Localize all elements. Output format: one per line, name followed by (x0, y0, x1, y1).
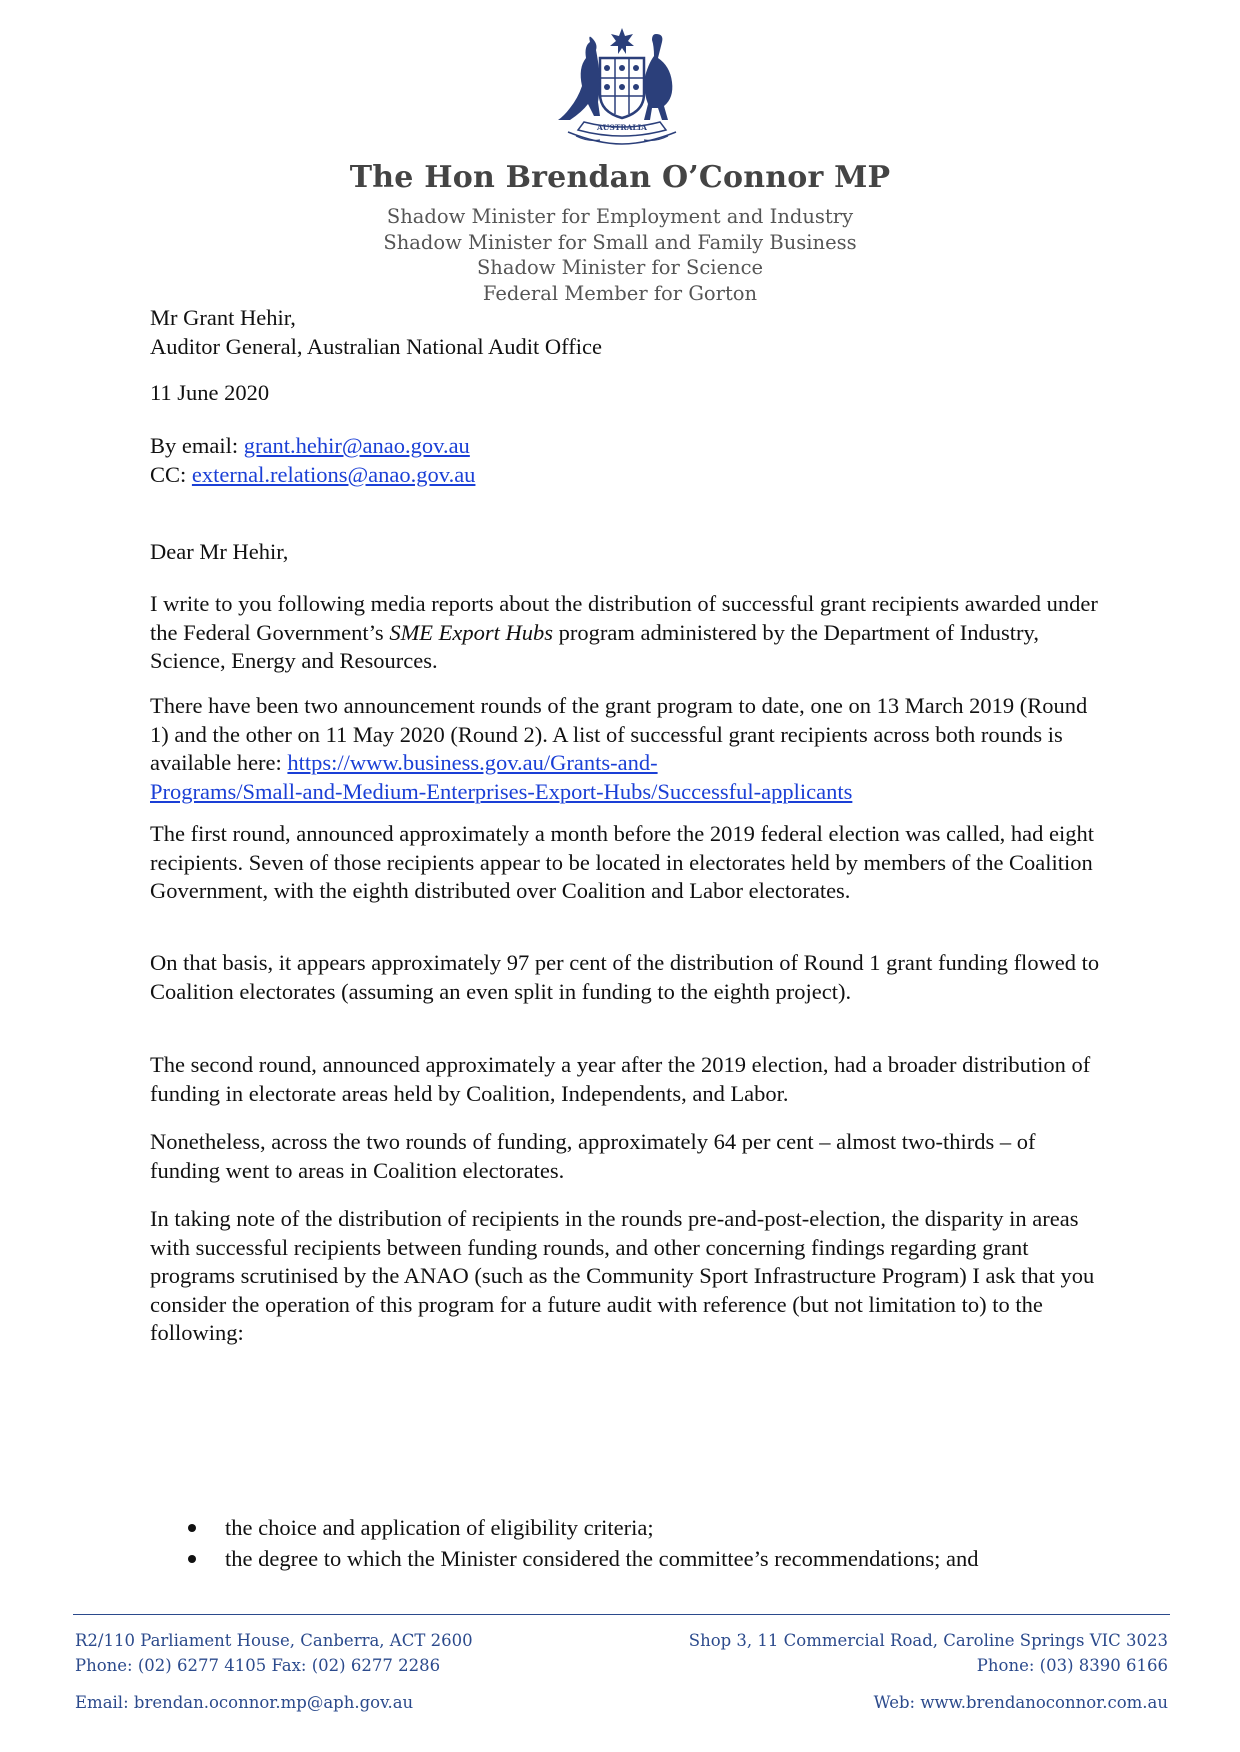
coat-of-arms-crest (548, 24, 696, 148)
footer-electorate-office (689, 1628, 1168, 1678)
audit-criteria-list (150, 1512, 1100, 1574)
footer-email[interactable]: Email: brendan.oconnor.mp@aph.gov.au (75, 1693, 414, 1712)
sender-role: Shadow Minister for Science (476, 256, 764, 279)
cc-link[interactable]: external.relations@anao.gov.au (191, 461, 476, 487)
paragraph-5 (150, 1051, 1100, 1108)
footer-address: R2/110 Parliament House, Canberra, ACT 2600 (75, 1631, 473, 1650)
paragraph-3 (150, 820, 1100, 906)
footer-divider (73, 1614, 1170, 1615)
date-text: 11 June 2020 (150, 380, 270, 405)
p2-text: There have been two announcement rounds of the grant program to date, one on 13 March 2019 (Round 1) and the other on 11 May 2020 (Round 2). A list of successful grant recipients across both rounds is available here: (150, 693, 1088, 776)
list-item-text: the choice and application of eligibility criteria; (225, 1515, 654, 1540)
letter-date (150, 379, 1100, 408)
list-item-text: the degree to which the Minister considered the committee’s recommendations; and (225, 1546, 979, 1571)
sender-roles (0, 204, 1240, 306)
bullet-icon (188, 1555, 196, 1563)
footer-phone: Phone: (03) 8390 6166 (976, 1656, 1168, 1675)
addressee-title: Auditor General, Australian National Audit Office (150, 333, 602, 359)
sender-role: Federal Member for Gorton (482, 281, 758, 305)
list-item (150, 1543, 1100, 1574)
p4-text: On that basis, it appears approximately 97 per cent of the distribution of Round 1 grant funding flowed to Coalition electorates (assuming an even split in funding to the eighth project). (150, 950, 1100, 1004)
sender-role: Shadow Minister for Employment and Industry (386, 205, 854, 228)
email-label: By email: (150, 433, 244, 458)
contacts-block (150, 432, 1100, 489)
addressee-name: Mr Grant Hehir, (150, 305, 296, 330)
paragraph-6 (150, 1128, 1100, 1185)
p1-text-a: I write to you following media reports about the distribution of successful grant recipients awarded under the Federal Government’s (150, 591, 1098, 645)
successful-applicants-link-cont[interactable]: Programs/Small-and-Medium-Enterprises-Export-Hubs/Successful-applicants (150, 778, 853, 804)
footer-address: Shop 3, 11 Commercial Road, Caroline Springs VIC 3023 (688, 1631, 1168, 1650)
kangaroo-icon (558, 37, 600, 120)
paragraph-1 (150, 590, 1100, 676)
cc-line (150, 461, 1100, 490)
paragraph-4 (150, 949, 1100, 1006)
cc-label: CC: (150, 461, 192, 487)
paragraph-2 (150, 692, 1100, 806)
addressee-block (150, 304, 1100, 361)
list-item (150, 1512, 1100, 1543)
bullet-icon (188, 1524, 196, 1532)
paragraph-7 (150, 1205, 1100, 1348)
email-link[interactable]: grant.hehir@anao.gov.au (243, 433, 470, 458)
email-line (150, 432, 1100, 461)
footer-phone: Phone: (02) 6277 4105 Fax: (02) 6277 2286 (75, 1656, 441, 1675)
sender-name: The Hon Brendan O’Connor MP (349, 160, 891, 195)
sender-role: Shadow Minister for Small and Family Business (383, 230, 857, 254)
emu-icon (644, 34, 672, 120)
crest-label: AUSTRALIA (596, 123, 648, 132)
footer-canberra-office (75, 1628, 473, 1678)
p7-text: In taking note of the distribution of recipients in the rounds pre-and-post-election, the disparity in areas with successful recipients between funding rounds, and other concerning findings regarding grant programs scrutinised by the ANAO (such as the Community Sport Infrastructure Program) I ask that you consider the operation of this program for a future audit with reference (but not limitation to) to the following: (150, 1206, 1095, 1346)
p6-text: Nonetheless, across the two rounds of funding, approximately 64 per cent – almost two-thirds – of funding went to areas in Coalition electorates. (150, 1129, 1036, 1183)
federation-star-icon (610, 28, 634, 54)
p3-text: The first round, announced approximately a month before the 2019 federal election was called, had eight recipients. Seven of those recipients appear to be located in electorates held by members of the Coalition Government, with the eighth distributed over Coalition and Labor electorates. (150, 821, 1095, 904)
salutation (150, 538, 1100, 567)
p1-text-b: program administered by the Department of Industry, Science, Energy and Resources. (150, 619, 1039, 674)
successful-applicants-link[interactable]: https://www.business.gov.au/Grants-and- (287, 750, 658, 776)
footer-website[interactable]: Web: www.brendanoconnor.com.au (873, 1693, 1168, 1712)
p1-program-name: SME Export Hubs (389, 619, 554, 645)
salutation-text: Dear Mr Hehir, (150, 539, 289, 564)
p5-text: The second round, announced approximately a year after the 2019 election, had a broader distribution of funding in electorate areas held by Coalition, Independents, and Labor. (150, 1052, 1091, 1106)
